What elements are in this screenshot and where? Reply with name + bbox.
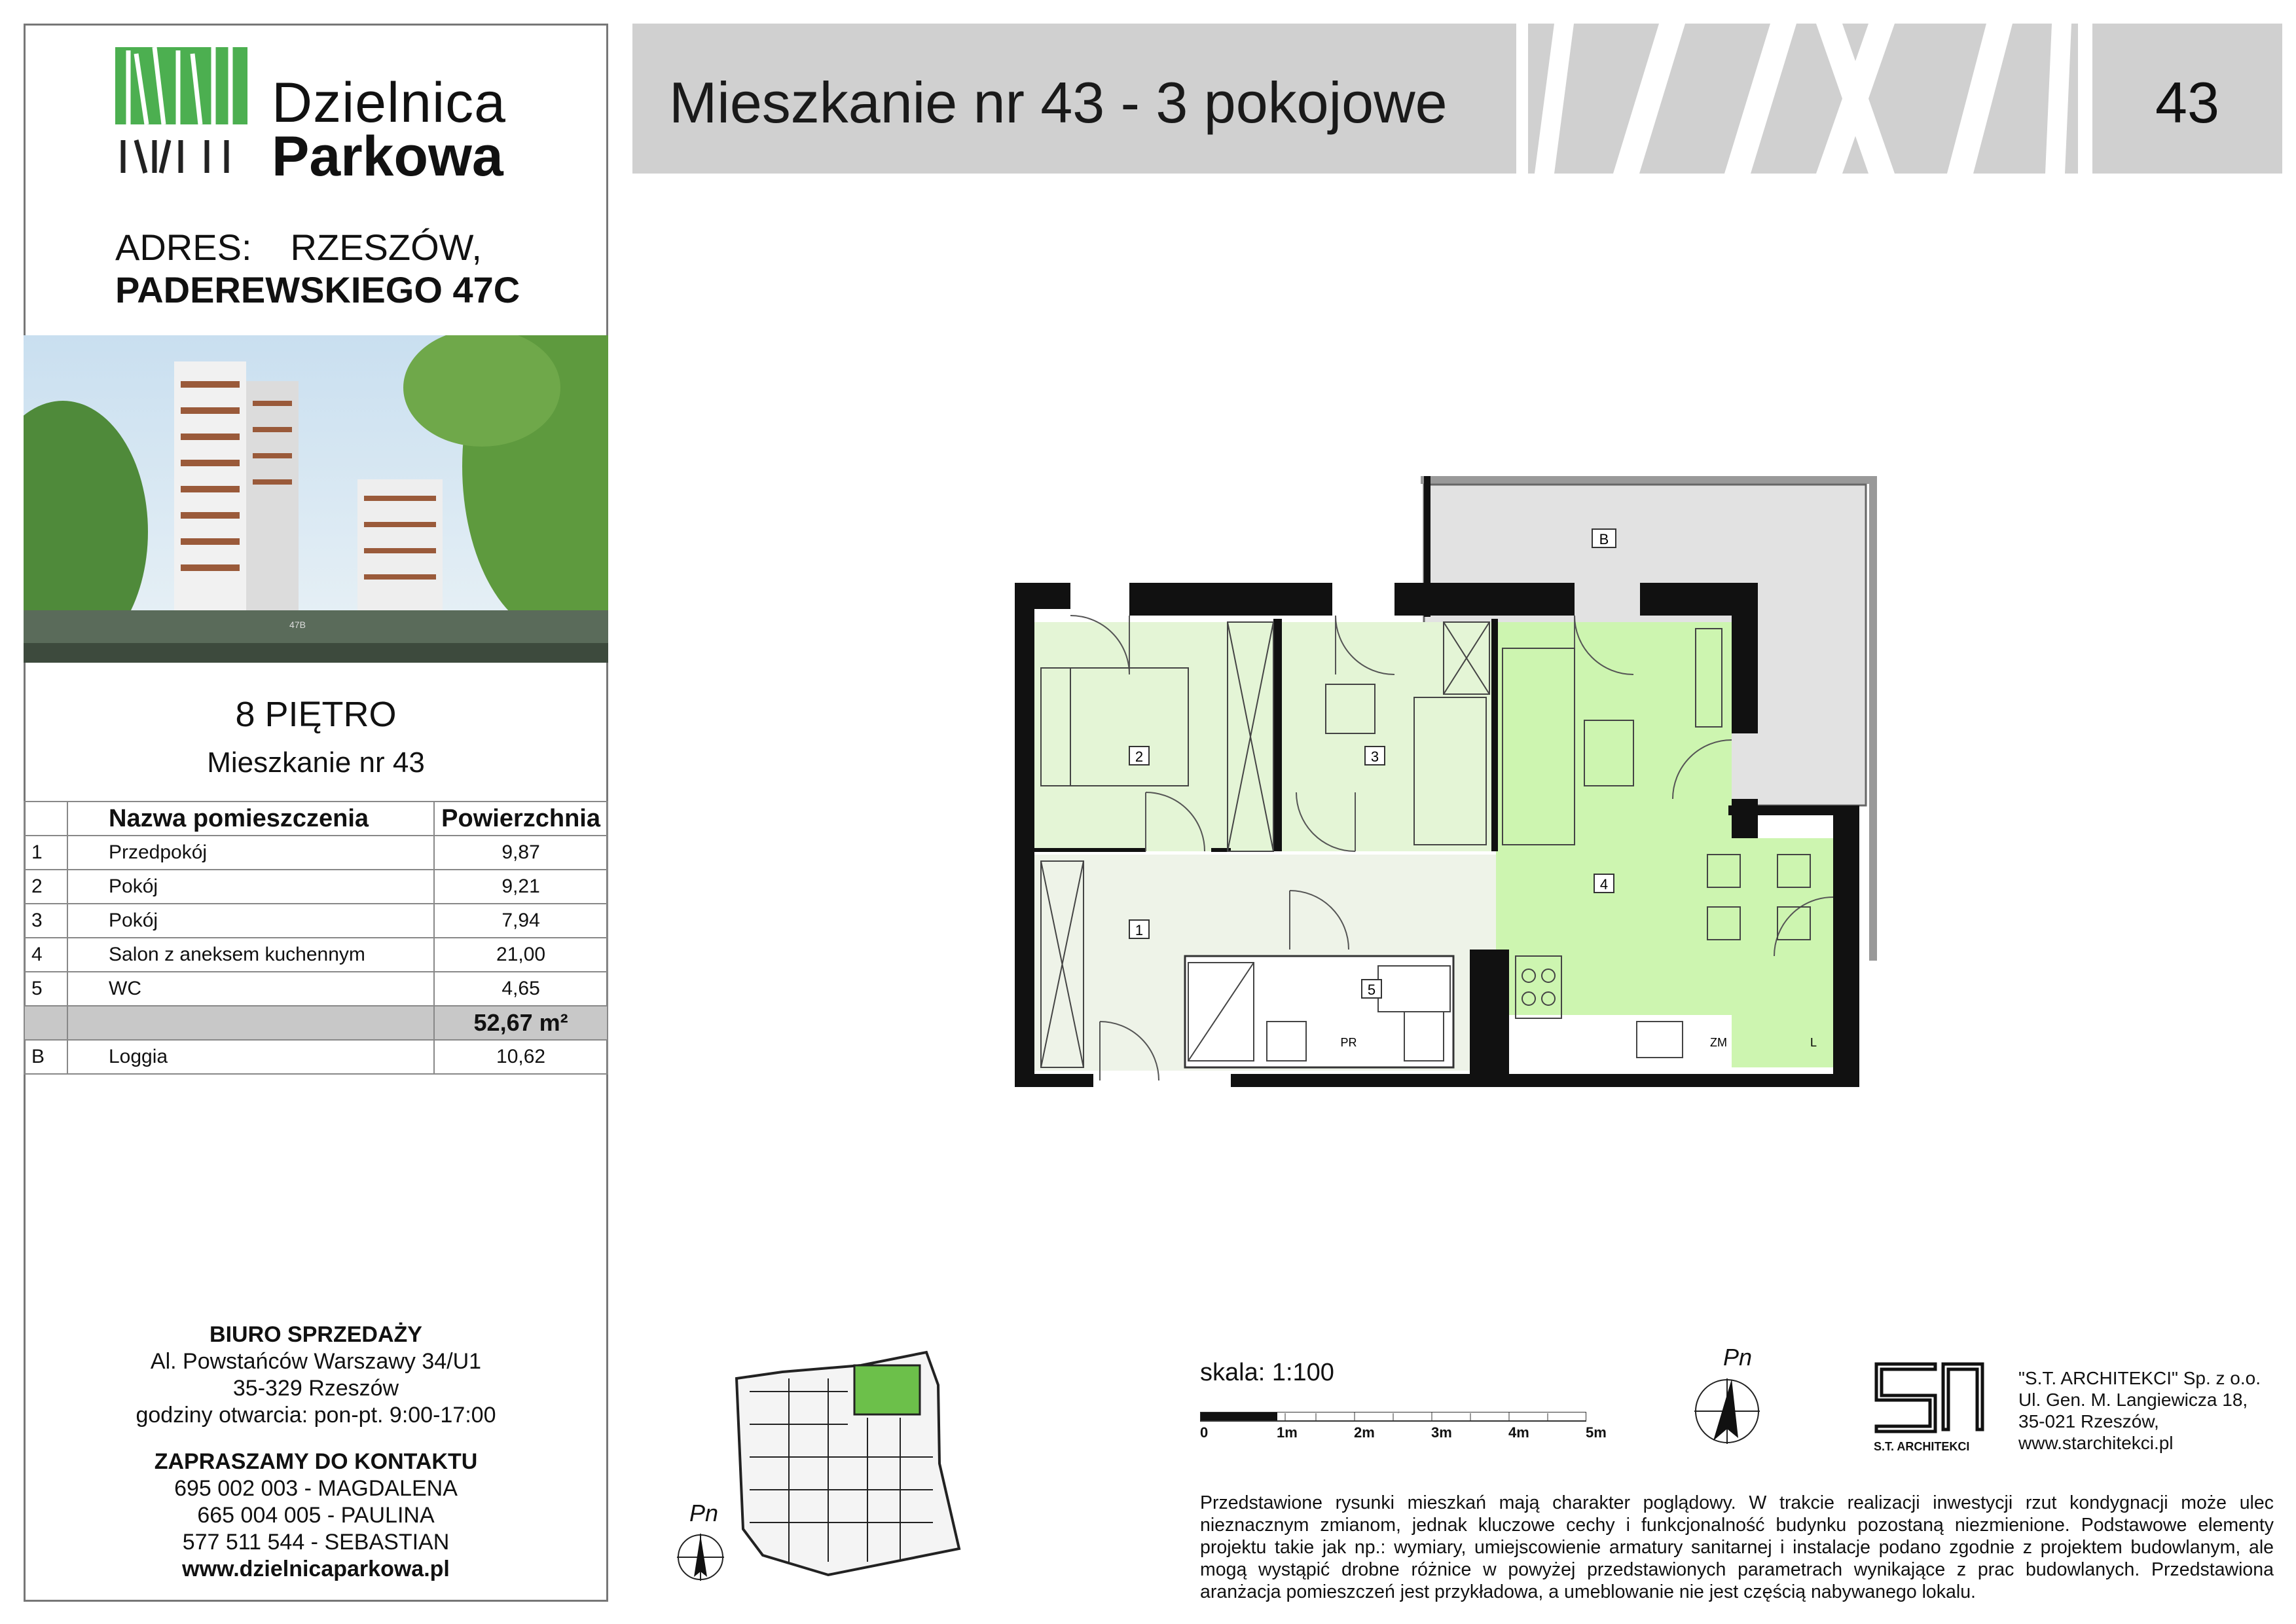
table-row: [24, 1040, 608, 1074]
floor-label: 8 PIĘTRO: [235, 695, 397, 734]
photo-sign: 47B: [289, 619, 306, 630]
row-name: WC: [67, 972, 434, 1006]
floor-plan: [1008, 471, 1879, 1094]
row-num: 3: [24, 904, 67, 938]
contact-phone: 665 004 005 - PAULINA: [197, 1503, 435, 1528]
firm-logo-text: S.T. ARCHITEKCI: [1874, 1440, 1970, 1453]
row-num: B: [24, 1040, 67, 1074]
row-num: 1: [24, 836, 67, 870]
north-arrow-icon: [1691, 1375, 1763, 1447]
address-city: RZESZÓW,: [290, 227, 482, 268]
table-header-row: [24, 802, 608, 836]
room-label-2: 2: [1135, 748, 1144, 765]
table-row: [24, 904, 608, 938]
north-label: Pn: [1723, 1344, 1753, 1371]
table-row: [24, 938, 608, 972]
scale-tick: 2m: [1354, 1424, 1375, 1441]
fridge-l-label: L: [1810, 1036, 1817, 1049]
address-street: PADEREWSKIEGO 47C: [115, 269, 520, 310]
loggia-label: B: [1599, 531, 1609, 547]
north-arrow-small-icon: [674, 1531, 727, 1583]
apartment-number: 43: [2155, 70, 2219, 135]
row-area: 7,94: [434, 904, 608, 938]
office-title: BIURO SPRZEDAŻY: [210, 1322, 422, 1347]
row-name: Pokój: [67, 870, 434, 904]
row-area: 9,87: [434, 836, 608, 870]
table-total-row: [24, 1006, 608, 1040]
room-label-3: 3: [1370, 748, 1379, 765]
row-area: 9,21: [434, 870, 608, 904]
table-row: [24, 836, 608, 870]
page-title: Mieszkanie nr 43 - 3 pokojowe: [669, 70, 1448, 135]
disclaimer-text: Przedstawione rysunki mieszkań mają charakter poglądowy. W trakcie realizacji inwestycji rzut kondygnacji może ulec nieznacznym zmianom, jednak kluczowe cechy i funkcjonalność budynku pozostaną niezmienione. Podstawowe elementy projektu takie jak np.: wymiary, umiejscowienie armatury sanitarnej i instalacje podano zgodnie z projektem budowlanym, ale mogą wystąpić drobne różnice w powyżej przedstawionych parametrach wynikające z prac budowlanych. Przedstawiona aranżacja pomieszczeń jest przykładowa, a umeblowanie nie jest częścią nabywanego lokalu.: [1200, 1492, 2274, 1602]
address-line1: [115, 226, 482, 268]
table-header-area: Powierzchnia: [434, 802, 608, 836]
room-label-4: 4: [1599, 876, 1609, 893]
row-area: 4,65: [434, 972, 608, 1006]
firm-city: 35-021 Rzeszów,: [2018, 1411, 2159, 1431]
row-num: 2: [24, 870, 67, 904]
decorative-stripes-icon: [1528, 24, 2078, 174]
office-city: 35-329 Rzeszów: [232, 1376, 399, 1401]
row-name: Przedpokój: [67, 836, 434, 870]
loggia-rail: [1421, 476, 1869, 484]
total-area: 52,67 m²: [434, 1006, 608, 1040]
office-hours: godziny otwarcia: pon-pt. 9:00-17:00: [136, 1403, 496, 1428]
table-row: [24, 870, 608, 904]
firm-name: "S.T. ARCHITEKCI" Sp. z o.o.: [2018, 1368, 2261, 1388]
building-photo: [24, 335, 608, 663]
row-name: Pokój: [67, 904, 434, 938]
st-architekci-logo-icon: [1871, 1357, 1989, 1436]
row-num: 4: [24, 938, 67, 972]
row-name: Loggia: [67, 1040, 434, 1074]
north-label-small: Pn: [689, 1500, 719, 1526]
rooms-table: [24, 801, 608, 1075]
brand-name-line2: Parkowa: [272, 125, 503, 188]
room-label-5: 5: [1367, 982, 1376, 998]
room-3: [1282, 622, 1491, 851]
scale-tick: 4m: [1508, 1424, 1529, 1441]
firm-website[interactable]: www.starchitekci.pl: [2018, 1433, 2174, 1453]
firm-street: Ul. Gen. M. Langiewicza 18,: [2018, 1390, 2248, 1410]
room-label-1: 1: [1135, 922, 1144, 938]
dishwasher-label: ZM: [1710, 1036, 1727, 1049]
apartment-label: Mieszkanie nr 43: [207, 747, 425, 779]
address-label: ADRES:: [115, 227, 252, 268]
fridge-label: PR: [1340, 1036, 1357, 1049]
table-header-name: Nazwa pomieszczenia: [67, 802, 434, 836]
sales-office: [24, 1321, 608, 1583]
building-key-plan: [730, 1339, 979, 1581]
scale-label: skala: 1:100: [1200, 1359, 1334, 1386]
contact-phone: 695 002 003 - MAGDALENA: [174, 1476, 458, 1501]
scale-tick: 1m: [1277, 1424, 1298, 1441]
table-header-num: [24, 802, 67, 836]
website-link[interactable]: www.dzielnicaparkowa.pl: [182, 1557, 450, 1581]
office-address: Al. Powstańców Warszawy 34/U1: [150, 1349, 482, 1374]
row-area: 10,62: [434, 1040, 608, 1074]
scale-tick: 3m: [1431, 1424, 1452, 1441]
row-name: Salon z aneksem kuchennym: [67, 938, 434, 972]
contact-title: ZAPRASZAMY DO KONTAKTU: [154, 1449, 478, 1474]
contact-phone: 577 511 544 - SEBASTIAN: [182, 1530, 450, 1555]
scale-tick: 0: [1200, 1424, 1209, 1441]
scale-tick: 5m: [1586, 1424, 1607, 1441]
dzielnica-parkowa-logo-icon: [115, 47, 253, 178]
scale-bar: [1200, 1412, 1586, 1422]
firm-info: [2018, 1367, 2261, 1454]
brand-name-line1: Dzielnica: [272, 71, 506, 134]
table-row: [24, 972, 608, 1006]
row-num: 5: [24, 972, 67, 1006]
row-area: 21,00: [434, 938, 608, 972]
